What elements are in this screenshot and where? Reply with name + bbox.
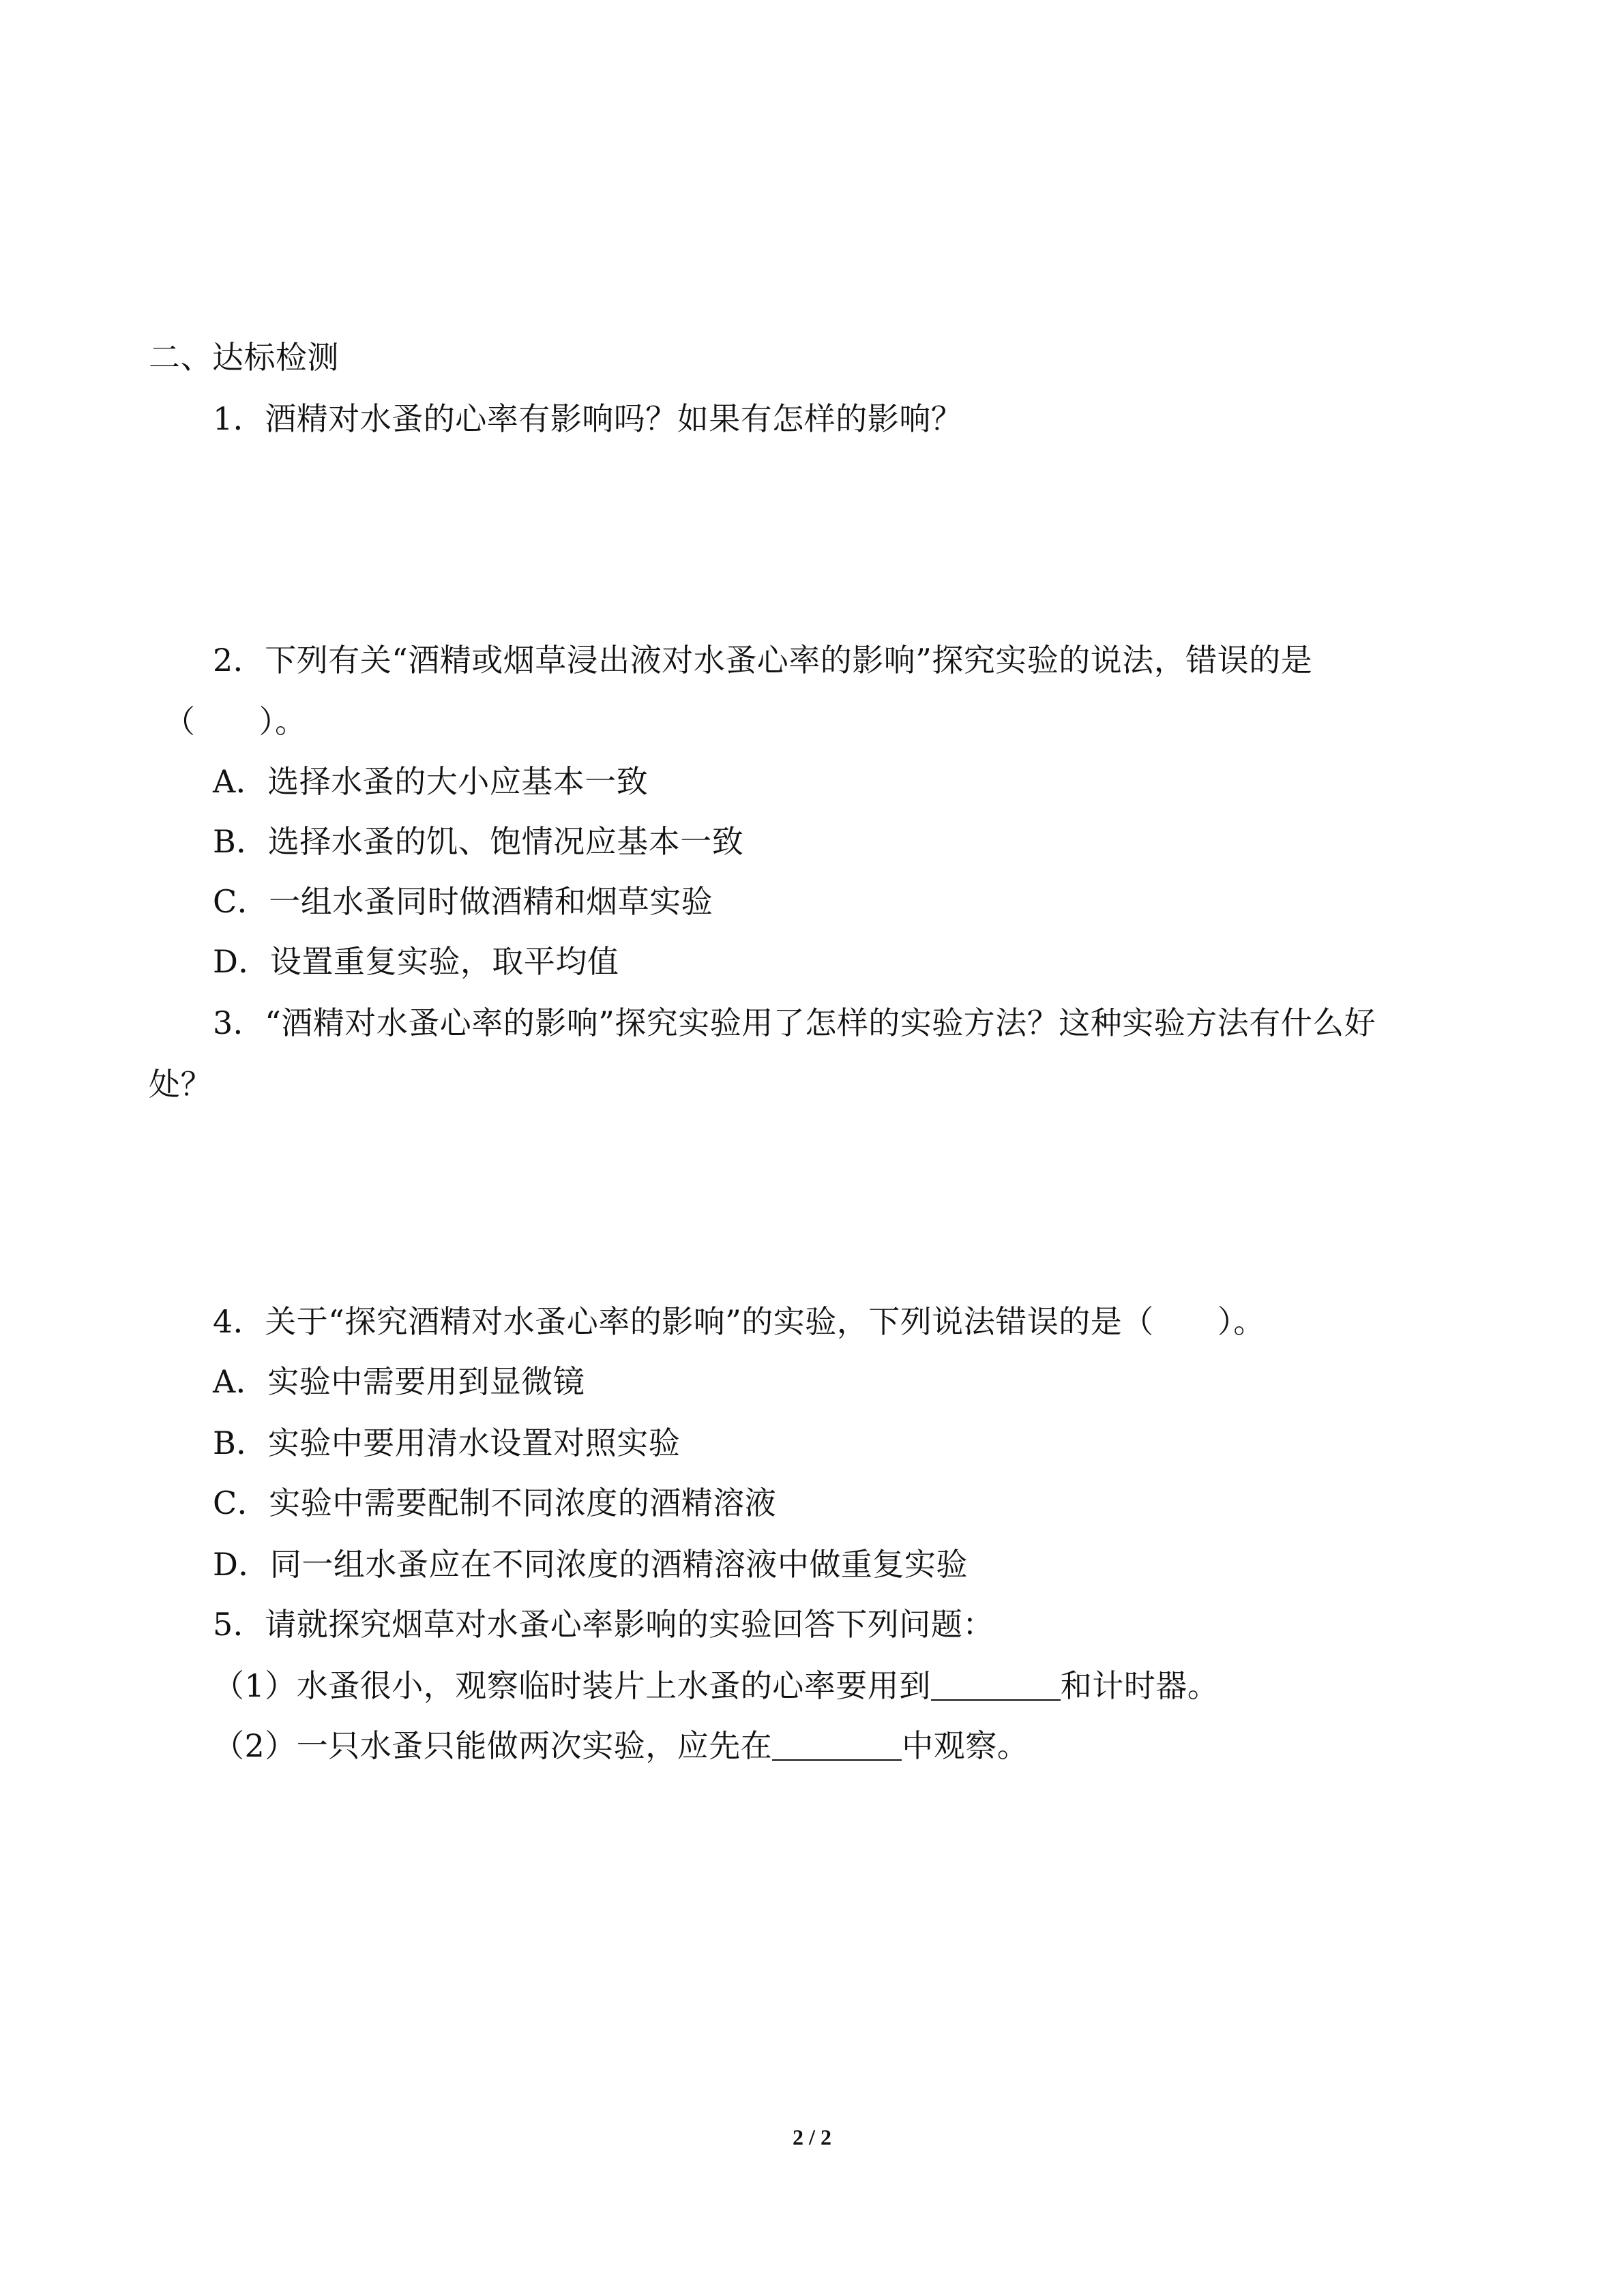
question-5: 5．请就探究烟草对水蚤心率影响的实验回答下列问题： bbox=[213, 1606, 994, 1643]
question-2-line-2: （ ）。 bbox=[164, 703, 307, 740]
question-4-option-d: D．同一组水蚤应在不同浓度的酒精溶液中做重复实验 bbox=[213, 1546, 968, 1583]
question-4-option-a: A．实验中需要用到显微镜 bbox=[213, 1363, 585, 1400]
question-5-sub-2 bbox=[213, 1725, 1029, 1766]
question-2-line-1: 2．下列有关“酒精或烟草浸出液对水蚤心率的影响”探究实验的说法，错误的是 bbox=[213, 642, 1313, 679]
page-number: 2 / 2 bbox=[793, 2125, 831, 2149]
question-2-option-b: B．选择水蚤的饥、饱情况应基本一致 bbox=[213, 823, 744, 860]
question-4: 4．关于“探究酒精对水蚤心率的影响”的实验，下列说法错误的是（ ）。 bbox=[213, 1303, 1265, 1340]
question-5-sub-2-text-before: （2）一只水蚤只能做两次实验，应先在 bbox=[213, 1727, 773, 1764]
question-5-sub-1-text-before: （1）水蚤很小，观察临时装片上水蚤的心率要用到 bbox=[213, 1667, 931, 1704]
answer-blank-1[interactable] bbox=[931, 1668, 1061, 1701]
question-3-line-2: 处？ bbox=[149, 1066, 212, 1103]
question-5-sub-2-text-after: 中观察。 bbox=[902, 1727, 1029, 1764]
question-1: 1．酒精对水蚤的心率有影响吗？如果有怎样的影响？ bbox=[213, 400, 963, 437]
question-5-sub-1 bbox=[213, 1665, 1219, 1706]
question-5-sub-1-text-after: 和计时器。 bbox=[1060, 1667, 1220, 1704]
question-2-option-d: D．设置重复实验，取平均值 bbox=[213, 943, 619, 980]
question-2-option-c: C．一组水蚤同时做酒精和烟草实验 bbox=[213, 883, 713, 920]
answer-blank-2[interactable] bbox=[772, 1728, 902, 1761]
question-3-line-1: 3．“酒精对水蚤心率的影响”探究实验用了怎样的实验方法？这种实验方法有什么好 bbox=[213, 1004, 1376, 1041]
question-4-option-b: B．实验中要用清水设置对照实验 bbox=[213, 1425, 681, 1461]
question-2-option-a: A．选择水蚤的大小应基本一致 bbox=[213, 763, 649, 800]
section-heading: 二、达标检测 bbox=[149, 339, 339, 376]
question-4-option-c: C．实验中需要配制不同浓度的酒精溶液 bbox=[213, 1485, 777, 1521]
